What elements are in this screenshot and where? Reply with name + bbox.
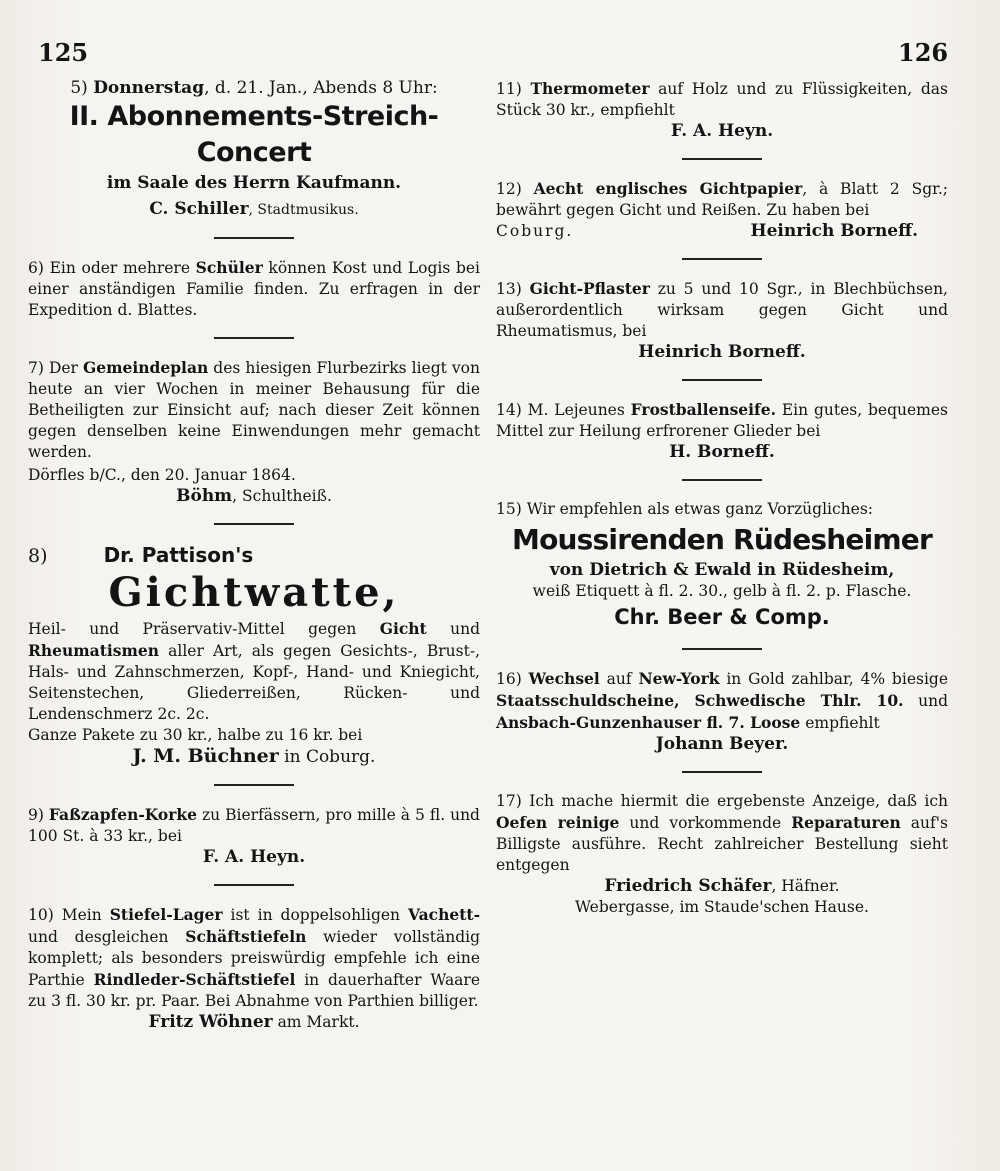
ad8-number: 8) (28, 545, 48, 567)
ad-16-securities (496, 668, 948, 755)
separator-rule (682, 158, 762, 160)
ad16-text-a: 16) (496, 670, 529, 688)
ad12-place: Coburg. (496, 222, 574, 240)
ad16-text-e: und (903, 692, 948, 710)
ad7-signature-role: , Schultheiß. (232, 487, 332, 505)
ad10-text-c: und desgleichen (28, 928, 186, 946)
ad5-datetime: , d. 21. Jan., Abends 8 Uhr: (204, 78, 438, 98)
ad16-text-f: empfiehlt (800, 714, 880, 732)
ad15-intro: 15) Wir empfehlen als etwas ganz Vorzügliches: (496, 500, 873, 518)
ad16-bold-1: Wechsel (528, 669, 600, 688)
ad-13-gout-plaster (496, 278, 948, 363)
ad17-signature-role: , Häfner. (771, 877, 840, 895)
ad6-text-a: 6) Ein oder mehrere (28, 259, 196, 277)
ad8-text-c: aller Art, als gegen Gesichts-, Brust-, Hals- und Zahnschmerzen, Kopf-, Hand- und Kniegicht, Seitenstechen, Gliederreißen, Rücken- und Lendenschmerz 2c. 2c. (28, 642, 480, 723)
separator-rule (214, 523, 294, 525)
ad7-place-date: Dörfles b/C., den 20. Januar 1864. (28, 466, 296, 484)
ad15-signature-name: Chr. Beer & Comp. (614, 605, 830, 629)
ad-12-gout-paper (496, 178, 948, 242)
ad17-bold-1: Oefen reinige (496, 813, 620, 832)
ad10-text-b: ist in doppelsohligen (222, 906, 409, 924)
ad-6-student-lodging (28, 257, 480, 321)
ad5-number: 5) (70, 78, 88, 98)
ad16-bold-4: Ansbach-Gunzenhauser fl. 7. Loose (496, 713, 801, 732)
ad14-signature-name: H. Borneff. (669, 442, 775, 462)
page-number-left: 125 (38, 38, 89, 67)
ad8-bold-2: Rheumatismen (28, 641, 160, 660)
ad8-brand: Dr. Pattison's (103, 543, 254, 567)
ad10-signature-place: am Markt. (272, 1013, 360, 1031)
ad8-signature-place: in Coburg. (278, 747, 376, 767)
ad16-percent: 4% (860, 670, 886, 688)
ad10-text-e: in dauerhafter Waare zu 3 fl. 30 kr. pr. Paar. Bei Abnahme von Parthien billiger. (28, 971, 481, 1010)
ad6-bold-word: Schüler (195, 258, 263, 277)
ad-15-ruedesheimer (496, 499, 948, 632)
left-column (28, 78, 480, 1033)
ad8-product: Gichtwatte, (108, 569, 400, 616)
ad5-day: Donnerstag (93, 78, 205, 98)
ad13-text-b: zu 5 und 10 Sgr., in Blechbüchsen, außerordentlich wirksam gegen Gicht und Rheumatismus, bei (496, 280, 948, 340)
separator-rule (214, 337, 294, 339)
ad8-prices: Ganze Pakete zu 30 kr., halbe zu 16 kr. bei (28, 726, 363, 744)
ad17-text-a: 17) Ich mache hiermit die ergebenste Anzeige, daß ich (496, 792, 948, 810)
ad15-product: Moussirenden Rüdesheimer (512, 523, 932, 556)
ad9-text-a: zu Bierfässern, pro mille à 5 fl. und 100 St. à 33 kr., bei (28, 806, 480, 845)
ad5-title: II. Abonnements-Streich-Concert (69, 101, 439, 168)
separator-rule (214, 884, 294, 886)
separator-rule (682, 648, 762, 650)
ad14-text-a: 14) M. Lejeunes (496, 401, 631, 419)
ad10-bold-2: Vachett- (408, 905, 480, 924)
ad-17-stove-cleaning (496, 791, 948, 918)
ad8-bold-1: Gicht (379, 619, 427, 638)
ad17-bold-2: Reparaturen (791, 813, 901, 832)
ad10-bold-3: Schäftstiefeln (185, 927, 307, 946)
ad16-text-d: biesige (885, 670, 948, 688)
ad5-signature-name: C. Schiller (149, 199, 249, 219)
ad8-text-a: Heil- und Präservativ-Mittel gegen (28, 620, 380, 638)
ad5-venue: im Saale des Herrn Kaufmann. (106, 173, 402, 193)
ad7-text-b: des hiesigen Flurbezirks liegt von heute an vier Wochen in meiner Behausung für die Betheiligten zur Einsicht auf; nach dieser Zeit können gegen denselben keine Einwendungen mehr gemacht werden. (28, 359, 480, 461)
ad15-prices: weiß Etiquett à fl. 2. 30., gelb à fl. 2. p. Flasche. (532, 582, 912, 600)
ad17-text-c: auf's Billigste ausführe. Recht zahlreicher Bestellung sieht entgegen (496, 814, 948, 874)
separator-rule (682, 258, 762, 260)
ad13-bold-word: Gicht-Pflaster (529, 279, 650, 298)
separator-rule (682, 771, 762, 773)
ad-9-corks (28, 804, 480, 868)
ad16-text-b: auf (599, 670, 639, 688)
ad8-text-b: und (426, 620, 480, 638)
ad11-text-a: 11) (496, 80, 531, 98)
ad17-address: Webergasse, im Staude'schen Hause. (575, 898, 869, 916)
ad16-text-c: in Gold zahlbar, (719, 670, 861, 688)
ad11-signature-name: F. A. Heyn. (670, 121, 774, 141)
ad12-text-b: , à Blatt 2 Sgr.; bewährt gegen Gicht und Reißen. Zu haben bei (496, 180, 948, 219)
page-number-right: 126 (898, 38, 949, 67)
ad10-bold-1: Stiefel-Lager (109, 905, 223, 924)
ad17-signature-name: Friedrich Schäfer (604, 876, 772, 896)
ad10-signature-name: Fritz Wöhner (148, 1012, 273, 1032)
ad10-text-a: 10) Mein (28, 906, 110, 924)
ad16-bold-3: Staatsschuldscheine, Schwedische Thlr. 10. (496, 691, 904, 710)
ad-14-frostbite-soap (496, 399, 948, 463)
ad16-bold-2: New-York (638, 669, 720, 688)
ad9-number: 9) (28, 806, 49, 824)
ad12-signature-name: Heinrich Borneff. (750, 221, 918, 241)
ad7-bold-word: Gemeindeplan (83, 358, 209, 377)
ad5-signature-role: , Stadtmusikus. (248, 202, 359, 218)
ad13-signature-name: Heinrich Borneff. (638, 342, 806, 362)
ad9-bold-word: Faßzapfen-Korke (48, 805, 198, 824)
ad11-text-b: auf Holz und zu Flüssigkeiten, das Stück 30 kr., empfiehlt (496, 80, 949, 119)
ad-5-concert (28, 78, 480, 221)
ad14-text-b: Ein gutes, bequemes Mittel zur Heilung erfrorener Glieder bei (496, 401, 948, 440)
separator-rule (214, 237, 294, 239)
ad12-bold-word: Aecht englisches Gichtpapier (533, 179, 803, 198)
ad-11-thermometer (496, 78, 948, 142)
ad10-text-d: wieder vollständig komplett; als besonders preiswürdig empfehle ich eine Parthie (28, 928, 480, 989)
ad-10-boots (28, 904, 480, 1033)
ad7-signature-name: Böhm (176, 486, 233, 506)
ad8-signature-name: J. M. Büchner (132, 745, 279, 767)
ad12-text-a: 12) (496, 180, 534, 198)
ad11-bold-word: Thermometer (530, 79, 650, 98)
ad7-text-a: 7) Der (28, 359, 83, 377)
ad17-text-b: und vorkommende (619, 814, 792, 832)
ad9-signature-name: F. A. Heyn. (202, 847, 306, 867)
right-column (496, 78, 948, 918)
ad14-bold-word: Frostballenseife. (630, 400, 776, 419)
ad6-text-b: können Kost und Logis bei einer anständigen Familie finden. Zu erfragen in der Expedition d. Blattes. (28, 259, 480, 319)
ad10-bold-4: Rindleder-Schäftstiefel (93, 970, 296, 989)
separator-rule (682, 479, 762, 481)
ad-7-community-plan (28, 357, 480, 507)
separator-rule (214, 784, 294, 786)
ad16-signature-name: Johann Beyer. (655, 734, 789, 754)
ad13-text-a: 13) (496, 280, 530, 298)
separator-rule (682, 379, 762, 381)
ad-8-gichtwatte (28, 543, 480, 768)
ad15-maker: von Dietrich & Ewald in Rüdesheim, (549, 560, 895, 580)
